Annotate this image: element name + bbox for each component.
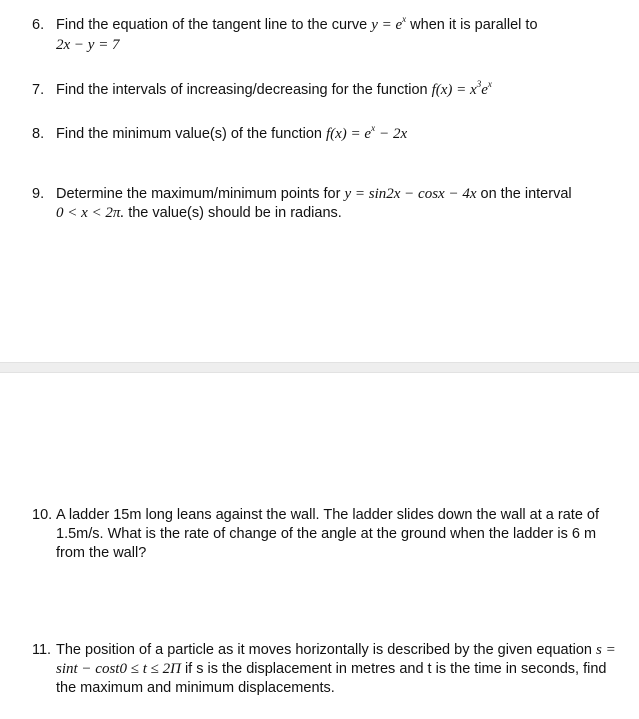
question-9 xyxy=(32,185,622,223)
equation: s = sint − cost0 ≤ t ≤ 2Π xyxy=(56,642,616,677)
question-number: 7. xyxy=(32,82,45,98)
question-text: The position of a particle as it moves horizontally is described by the given equation xyxy=(56,642,592,658)
question-number: 6. xyxy=(32,17,45,33)
exponent: x xyxy=(402,14,407,24)
question-tail: the value(s) should be in radians. xyxy=(128,205,342,221)
question-number: 9. xyxy=(32,186,45,202)
equation-y: y = e xyxy=(371,17,403,33)
question-text: A ladder 15m long leans against the wall. The ladder slides down the wall at a rate of 1.5m/s. What is the rate of change of the angle at the ground when the ladder is 6 m from the wall? xyxy=(56,507,600,561)
question-6 xyxy=(32,16,622,55)
question-10 xyxy=(32,506,618,563)
function-base: e xyxy=(481,82,488,98)
question-text-cont: if s is the displacement in metres and t is the time in seconds, find the maximum and minimum displacements. xyxy=(56,661,607,696)
function-fx: f(x) = e xyxy=(325,126,372,142)
equation: y = sin2x − cosx − 4x xyxy=(344,186,477,202)
question-text-cont: on the interval xyxy=(480,186,572,202)
question-7 xyxy=(32,81,622,101)
question-number: 11. xyxy=(32,642,52,658)
equation-line: 2x − y = 7 xyxy=(56,37,120,53)
function-rest: − 2x xyxy=(379,126,408,142)
interval: 0 < x < 2π. xyxy=(56,205,125,221)
question-text: Determine the maximum/minimum points for xyxy=(56,186,341,202)
question-text-cont: when it is parallel to xyxy=(410,17,538,33)
exponent: x xyxy=(371,123,376,133)
question-text: Find the intervals of increasing/decreasing for the function xyxy=(56,82,428,98)
question-11 xyxy=(32,641,618,698)
question-8 xyxy=(32,125,622,145)
exponent: x xyxy=(487,79,492,89)
question-text: Find the minimum value(s) of the function xyxy=(56,126,322,142)
question-number: 8. xyxy=(32,126,45,142)
function-fx: f(x) = x xyxy=(431,82,477,98)
exponent: 3 xyxy=(476,79,482,89)
page-break xyxy=(0,362,639,373)
question-text: Find the equation of the tangent line to the curve xyxy=(56,17,368,33)
question-number: 10. xyxy=(32,507,53,523)
